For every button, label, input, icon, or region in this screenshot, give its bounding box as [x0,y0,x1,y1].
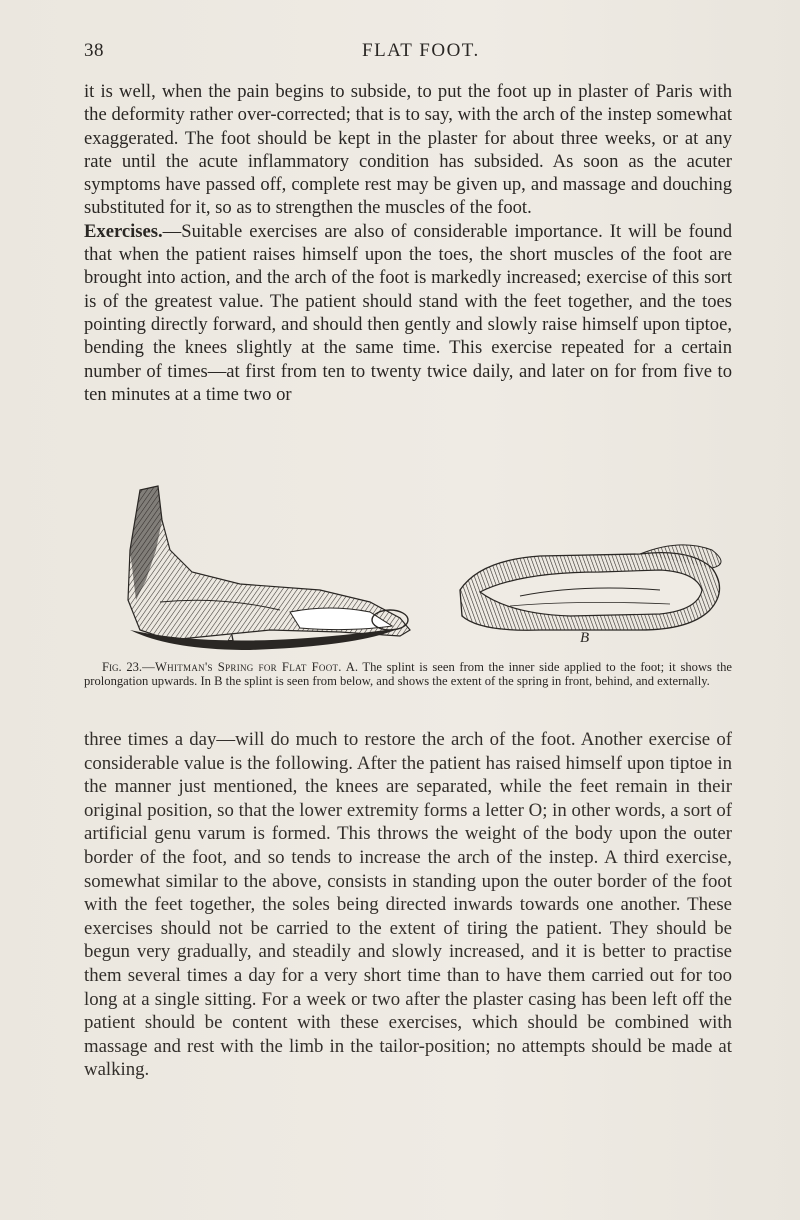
caption-text: A. The splint is seen from the inner side applied to the foot; it shows the prolongation upwards. In B the splint is seen from below, and shows the extent of the spring in front, behind, and externally. [84,660,732,689]
figure-23 [100,480,740,660]
paragraph-2 [84,220,732,406]
paragraph-2-text: —Suitable exercises are also of considerable importance. It will be found that when the patient raises himself upon the toes, the short muscles of the foot are brought into action, and the arch of the foot is markedly increased; exercise of this sort is of the greatest value. The patient should stand with the feet together, and the toes pointing directly forward, and should then gently and slowly raise himself upon tiptoe, bending the knees slightly at the same time. This exercise repeated for a certain number of times—at first from ten to twenty twice daily, and later on for from five to ten minutes at a time two or [84,220,732,405]
caption-title: —Whitman's Spring for Flat Foot. [142,660,342,674]
foot-splint-illustration [100,480,740,660]
page-number: 38 [84,40,104,61]
paragraph-3: three times a day—will do much to restore the arch of the foot. Another exercise of considerable value is the following. After the patient has raised himself upon tiptoe in the manner just mentioned, the knees are separated, while the feet remain in their original position, so that the lower extremity forms a letter O; in other words, a sort of artificial genu varum is formed. This throws the weight of the body upon the outer border of the foot, and so tends to increase the arch of the instep. A third exercise, somewhat similar to the above, consists in standing upon the outer border of the foot with the feet together, the soles being directed inwards towards one another. These exercises should not be carried to the extent of tiring the patient. They should be begun very gradually, and steadily and slowly increased, and it is better to practise them several times a day for a very short time than to have them carried out for too long at a single sitting. For a week or two after the plaster casing has been left off the patient should be content with these exercises, which should be combined with massage and rest with the limb in the tailor-position; no attempts should be made at walking. [84,729,732,1081]
paragraph-1: it is well, when the pain begins to subside, to put the foot up in plaster of Paris with the deformity rather over-corrected; that is to say, with the arch of the instep somewhat exaggerated. The foot should be kept in the plaster for about three weeks, or at any rate until the acute inflammatory condition has subsided. As soon as the acuter symptoms have passed off, complete rest may be given up, and massage and douching substituted for it, so as to strengthen the muscles of the foot. [84,81,732,219]
figure-label-b: B [580,630,590,646]
body-text-top [84,80,732,406]
caption-figure-number: Fig. 23. [102,660,143,674]
body-text-bottom [84,728,732,1082]
running-head: FLAT FOOT. [362,40,480,61]
foot-b-drawing [460,545,721,630]
run-in-heading: Exercises. [84,220,163,242]
figure-label-a: A [226,632,236,648]
figure-caption [84,660,732,688]
foot-a-drawing [128,486,410,650]
